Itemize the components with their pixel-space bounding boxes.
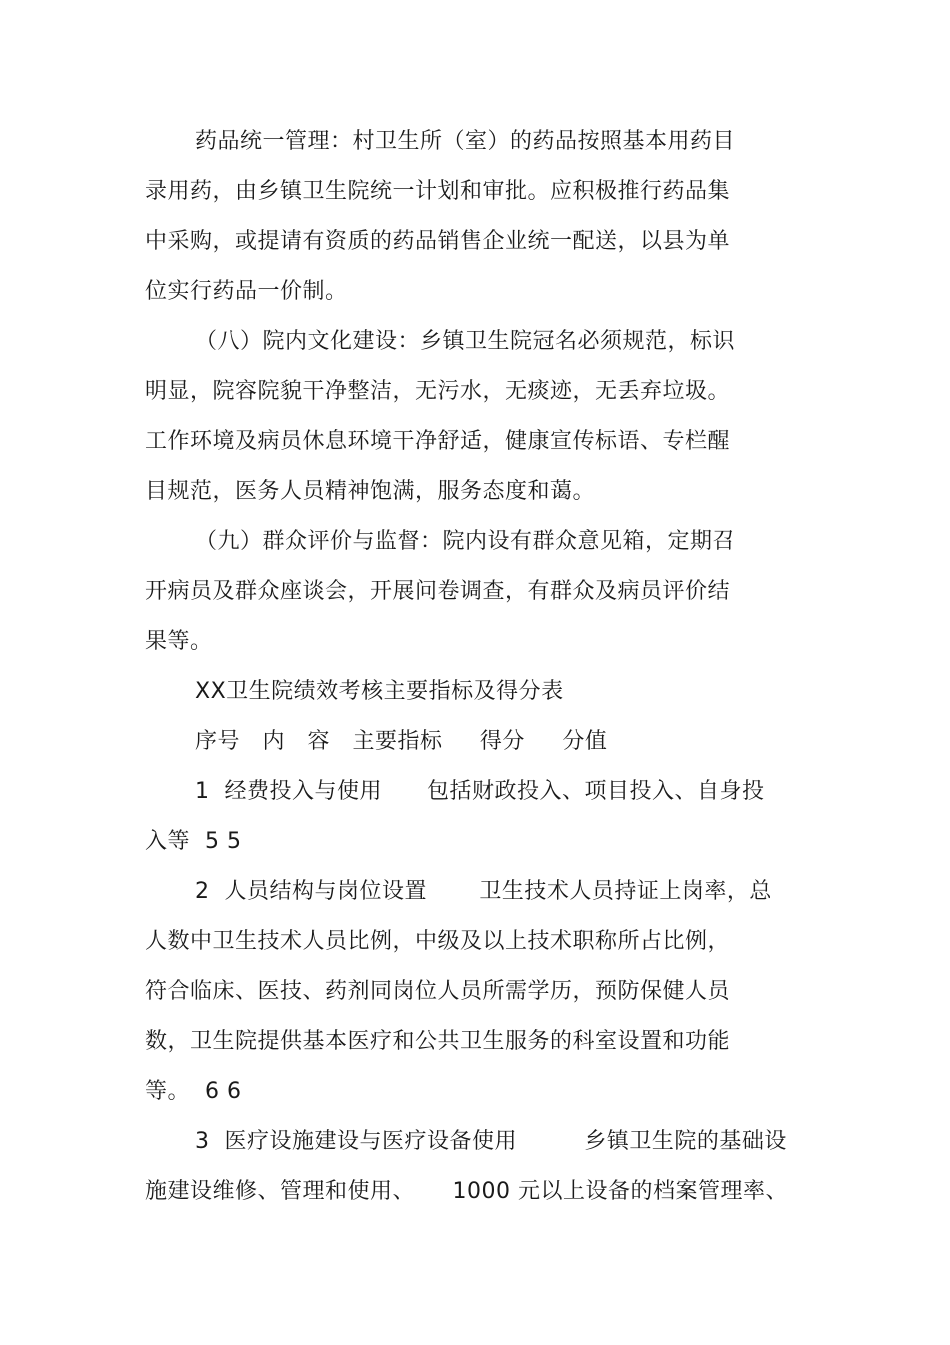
paragraph-line: 工作环境及病员休息环境干净舒适，健康宣传标语、专栏醒 xyxy=(145,429,731,454)
table-row: 3 医疗设施建设与医疗设备使用 乡镇卫生院的基础设 xyxy=(195,1129,787,1154)
table-row: 数，卫生院提供基本医疗和公共卫生服务的科室设置和功能 xyxy=(145,1029,731,1054)
paragraph-line: 开病员及群众座谈会，开展问卷调查，有群众及病员评价结 xyxy=(145,579,731,604)
paragraph-line: 药品统一管理：村卫生所（室）的药品按照基本用药目 xyxy=(195,129,736,154)
table-title: XX卫生院绩效考核主要指标及得分表 xyxy=(195,679,564,704)
table-row: 等。 6 6 xyxy=(145,1079,242,1104)
paragraph-line: 目规范，医务人员精神饱满，服务态度和蔼。 xyxy=(145,479,596,504)
paragraph-line: 中采购，或提请有资质的药品销售企业统一配送，以县为单 xyxy=(145,229,731,254)
paragraph-line: 明显，院容院貌干净整洁，无污水，无痰迹，无丢弃垃圾。 xyxy=(145,379,731,404)
table-row: 符合临床、医技、药剂同岗位人员所需学历，预防保健人员 xyxy=(145,979,731,1004)
table-header: 序号 内 容 主要指标 得分 分值 xyxy=(195,729,608,754)
paragraph-line: 位实行药品一价制。 xyxy=(145,279,348,304)
table-row: 施建设维修、管理和使用、 1000 元以上设备的档案管理率、 xyxy=(145,1179,788,1204)
paragraph-line: 录用药，由乡镇卫生院统一计划和审批。应积极推行药品集 xyxy=(145,179,731,204)
paragraph-line: 果等。 xyxy=(145,629,213,654)
table-row: 人数中卫生技术人员比例，中级及以上技术职称所占比例， xyxy=(145,929,731,954)
table-row: 1 经费投入与使用 包括财政投入、项目投入、自身投 xyxy=(195,779,765,804)
table-row: 入等 5 5 xyxy=(145,829,242,854)
table-row: 2 人员结构与岗位设置 卫生技术人员持证上岗率，总 xyxy=(195,879,772,904)
paragraph-line: （九）群众评价与监督：院内设有群众意见箱，定期召 xyxy=(195,529,736,554)
paragraph-line: （八）院内文化建设：乡镇卫生院冠名必须规范，标识 xyxy=(195,329,736,354)
